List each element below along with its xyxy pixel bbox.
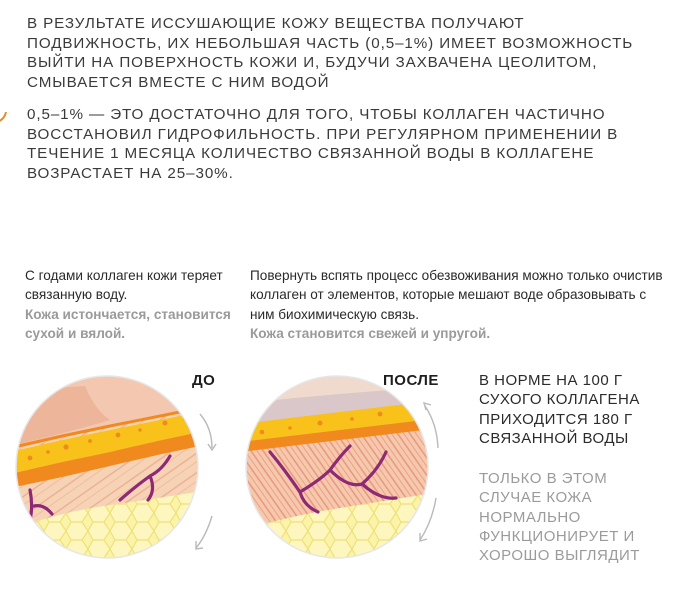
after-skin-cross-section — [240, 370, 440, 570]
arrow-top-right-after — [425, 406, 438, 448]
arrow-top-right-before — [200, 414, 212, 448]
fact-skin-functions: ТОЛЬКО В ЭТОМ СЛУЧАЕ КОЖА НОРМАЛЬНО ФУНКЦИОНИРУЕТ И ХОРОШО ВЫГЛЯДИТ — [479, 470, 640, 565]
right-column-statement: Повернуть вспять процесс обезвоживания можно только очистив коллаген от элементов, которые мешают воде образовывать с ним биохимическую связь. — [250, 268, 663, 322]
intro-paragraph-1: В РЕЗУЛЬТАТЕ ИССУШАЮЩИЕ КОЖУ ВЕЩЕСТВА ПОЛУЧАЮТ ПОДВИЖНОСТЬ, ИХ НЕБОЛЬШАЯ ЧАСТЬ (0,5–1%) ИМЕЕТ ВОЗМОЖНОСТЬ ВЫЙТИ НА ПОВЕРХНОСТЬ КОЖИ И, БУДУЧИ ЗАХВАЧЕНА ЦЕОЛИТОМ, СМЫВАЕТСЯ ВМЕСТЕ С НИМ ВОДОЙ — [27, 15, 634, 91]
before-label: ДО — [192, 372, 216, 389]
right-column-muted: Кожа становится свежей и упругой. — [250, 325, 491, 341]
left-column-statement: С годами коллаген кожи теряет связанную воду. — [25, 268, 223, 303]
after-label: ПОСЛЕ — [383, 372, 439, 389]
arrow-bottom-right-after — [420, 498, 436, 540]
before-skin-cross-section — [10, 370, 210, 570]
intro-paragraph-2: 0,5–1% — ЭТО ДОСТАТОЧНО ДЛЯ ТОГО, ЧТОБЫ КОЛЛАГЕН ЧАСТИЧНО ВОССТАНОВИЛ ГИДРОФИЛЬНОСТЬ. ПРИ РЕГУЛЯРНОМ ПРИМЕНЕНИИ В ТЕЧЕНИЕ 1 МЕСЯЦА КОЛИЧЕСТВО СВЯЗАННОЙ ВОДЫ В КОЛЛАГЕНЕ ВОЗРАСТАЕТ НА 25–30%. — [27, 106, 619, 182]
fact-normal-water: В НОРМЕ НА 100 Г СУХОГО КОЛЛАГЕНА ПРИХОДИТСЯ 180 Г СВЯЗАННОЙ ВОДЫ — [479, 372, 640, 447]
arrow-bottom-right-before — [196, 516, 212, 548]
left-column-muted: Кожа истончается, становится сухой и вялой. — [25, 306, 231, 341]
